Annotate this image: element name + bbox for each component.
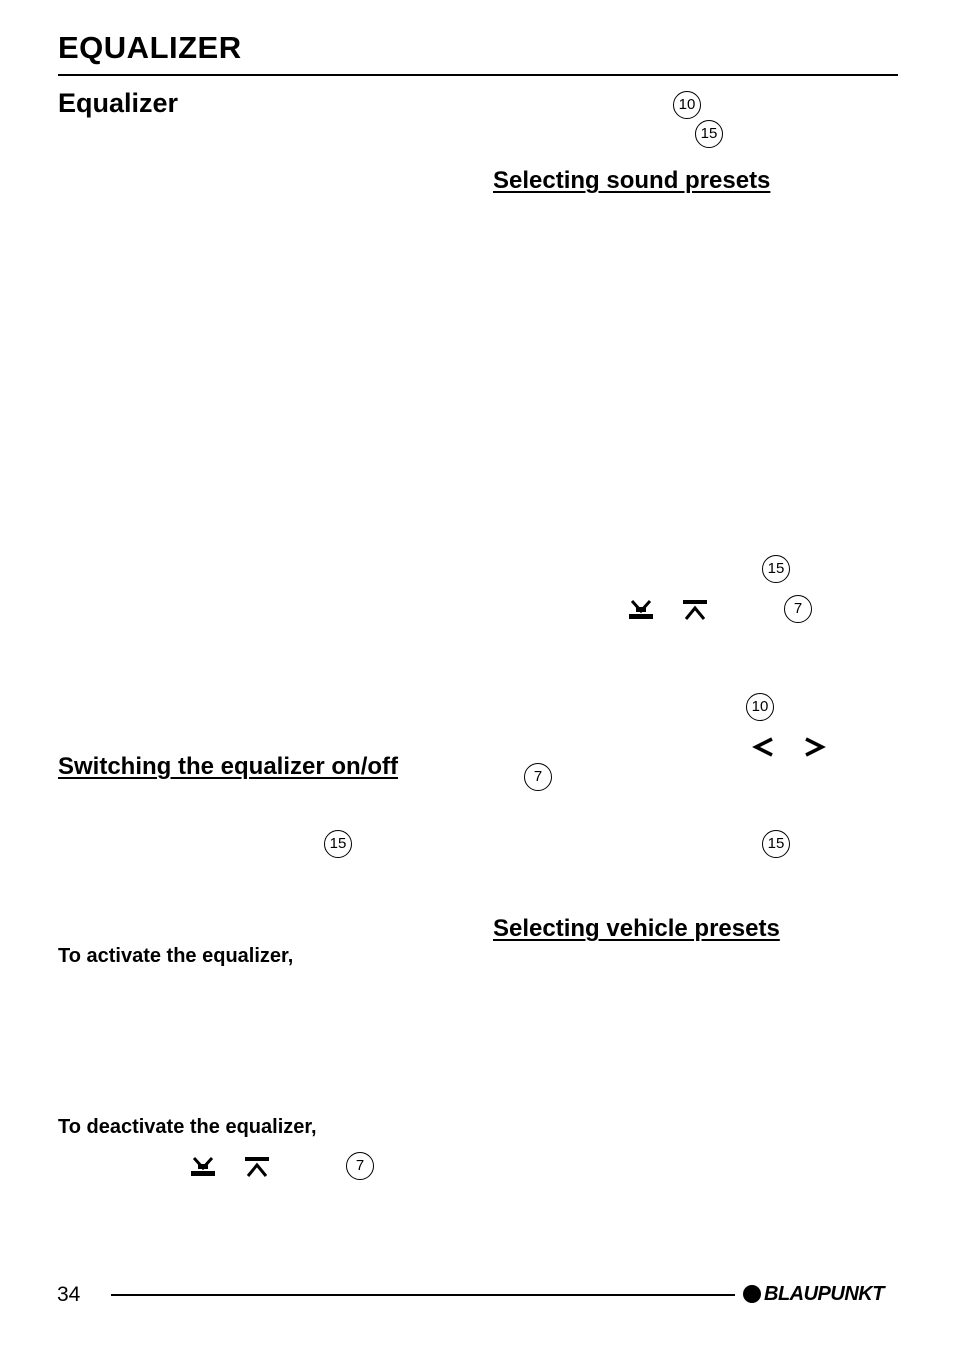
brand-logo [743, 1284, 884, 1304]
brand-name: BLAUPUNKT [764, 1283, 884, 1305]
callout-marker: 15 [324, 830, 352, 858]
callout-marker: 15 [762, 555, 790, 583]
callout-marker: 10 [746, 693, 774, 721]
activate-lead: To activate the equalizer, [58, 945, 294, 967]
callout-marker: 15 [762, 830, 790, 858]
deactivate-lead: To deactivate the equalizer, [58, 1116, 317, 1138]
callout-marker: 7 [784, 595, 812, 623]
section-title: Equalizer [58, 88, 179, 118]
callout-marker: 7 [346, 1152, 374, 1180]
subhead-vehicle-presets: Selecting vehicle presets [493, 915, 780, 942]
callout-marker: 10 [673, 91, 701, 119]
subhead-switching: Switching the equalizer on/off [58, 753, 399, 780]
page-title: EQUALIZER [58, 30, 242, 65]
up-button-icon [683, 600, 707, 620]
down-button-icon [629, 600, 653, 620]
down-button-icon [191, 1157, 215, 1177]
subhead-sound-presets: Selecting sound presets [493, 167, 771, 194]
brand-dot-icon [743, 1285, 761, 1303]
right-button-icon [804, 737, 826, 757]
title-rule [58, 74, 898, 76]
callout-marker: 15 [695, 120, 723, 148]
footer-rule [111, 1294, 735, 1296]
up-button-icon [245, 1157, 269, 1177]
page-number: 34 [57, 1283, 81, 1306]
callout-marker: 7 [524, 763, 552, 791]
left-button-icon [752, 737, 774, 757]
